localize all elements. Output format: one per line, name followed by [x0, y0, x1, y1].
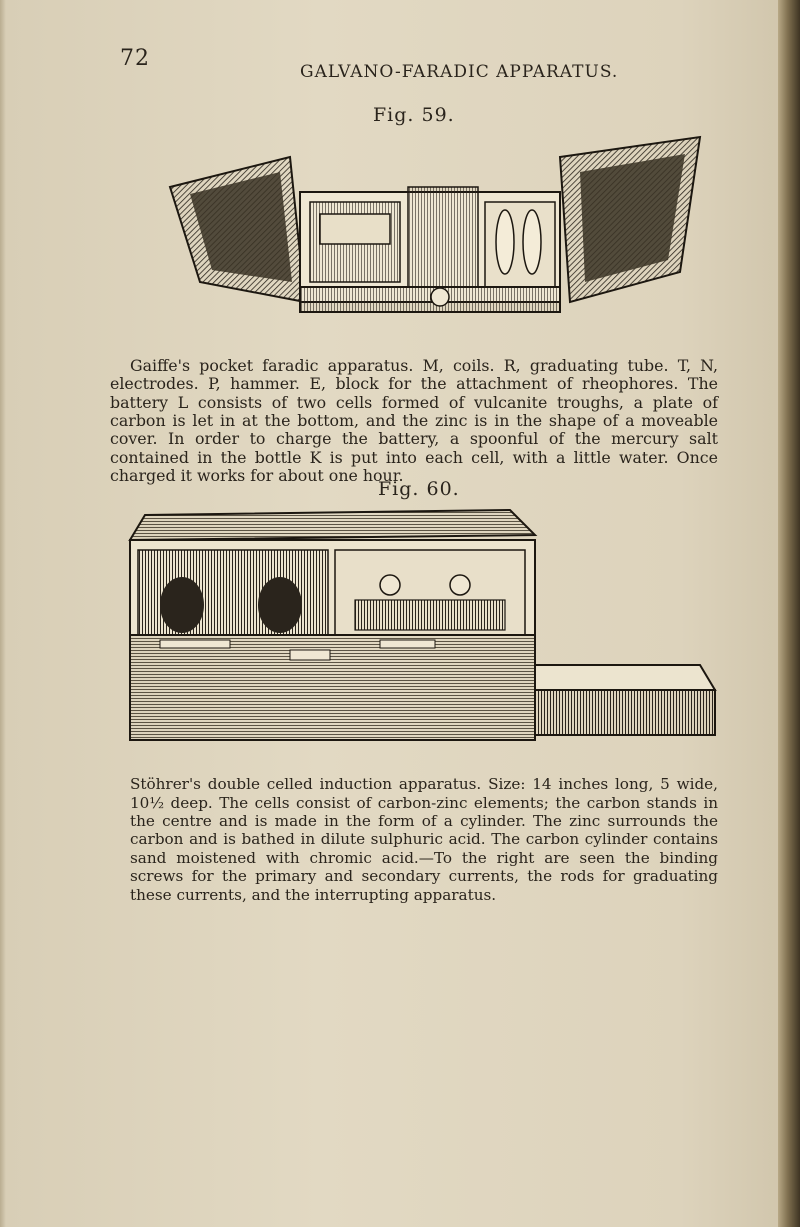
- figure-60-description: Stöhrer's double celled induction apparatus. Size: 14 inches long, 5 wide, 10½ deep. The cells consist of carbon-zinc elements; the carbon stands in the centre and is made in the form of a cylinder. The zinc surrounds the carbon and is bathed in dilute sulphuric acid. The carbon cylinder contains sand moistened with chromic acid.—To the right are seen the binding screws for the primary and secondary currents, the rods for graduating these currents, and the interrupting apparatus.: [130, 775, 718, 904]
- figure-59-illustration: [160, 132, 720, 332]
- figure-60-illustration: [120, 505, 720, 745]
- page-left-edge: [0, 0, 6, 1227]
- page-number: 72: [120, 46, 150, 71]
- figure-60-caption: Fig. 60.: [378, 478, 460, 500]
- page-right-edge: [778, 0, 800, 1227]
- figure-59-description: Gaiffe's pocket faradic apparatus. M, coils. R, graduating tube. T, N, electrodes. P, hammer. E, block for the attachment of rheophores. The battery L consists of two cells formed of vulcanite troughs, a plate of carbon is let in at the bottom, and the zinc is in the shape of a moveable cover. In order to charge the battery, a spoonful of the mercury salt contained in the bottle K is put into each cell, with a little water. Once charged it works for about one hour.: [110, 355, 718, 486]
- figure-59-caption: Fig. 59.: [373, 104, 455, 126]
- running-title: GALVANO-FARADIC APPARATUS.: [300, 62, 619, 82]
